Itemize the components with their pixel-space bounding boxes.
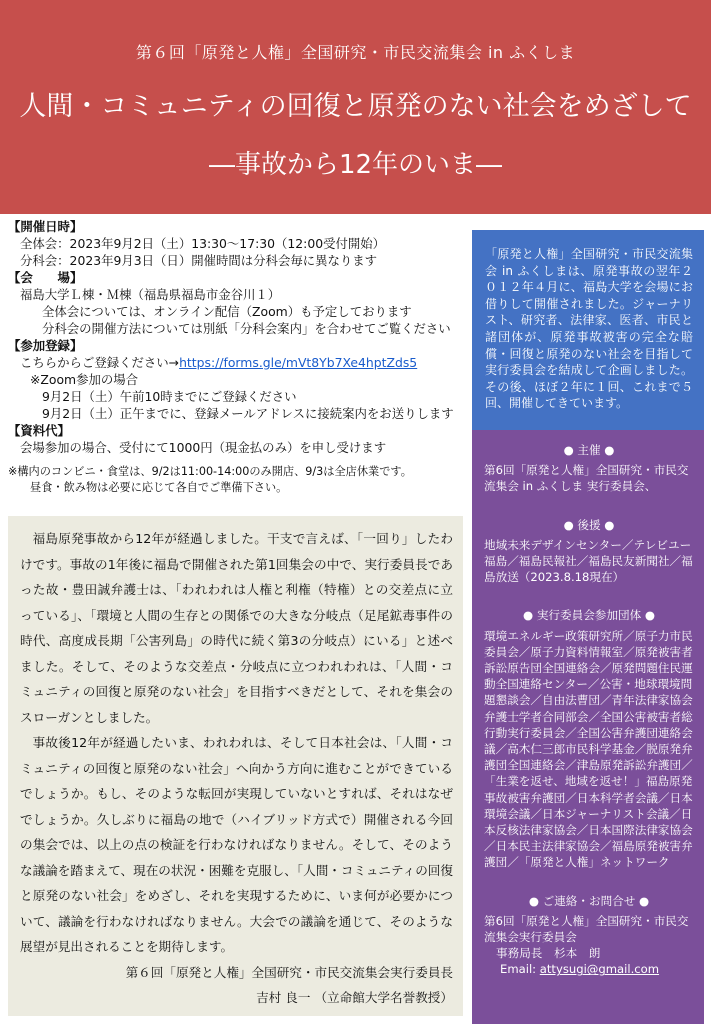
intro-text: 「原発と人権」全国研究・市民交流集会 in ふくしまは、原発事故の翌年２０１２年４月に、福島大学を会場にお借りして開催されました。ジャーナリスト、研究者、法律家、医者、市民と諸団体が、原発事故被害の完全な賠償・回復と原発のない社会を目指して実行委員会を結成して企画しました。その後、ほぼ２年に１回、これまで５回、開催してきています。: [485, 247, 693, 411]
facility-note: ※構内のコンビニ・食堂は、9/2は11:00-14:00のみ開店、9/3は全店休業です。: [8, 465, 412, 478]
registration-line: [8, 354, 463, 371]
header-banner: [0, 0, 711, 214]
members-title: ● 実行委員会参加団体 ●: [523, 608, 655, 623]
fee-heading: 【資料代】: [8, 423, 70, 438]
page-title: 人間・コミュニティの回復と原発のない社会をめざして: [19, 91, 692, 122]
organizer-title: ● 主催 ●: [563, 443, 615, 457]
organizer-text: 第6回「原発と人権」全国研究・市民交流集会 in ふくしま 実行委員会、: [484, 463, 689, 494]
registration-prefix: こちらからご登録ください→: [20, 355, 180, 370]
venue-heading: 【会 場】: [8, 270, 83, 285]
zoom-note-2: 9月2日（土）正午までに、登録メールアドレスに接続案内をお送りします: [42, 406, 454, 421]
registration-link[interactable]: https://forms.gle/mVt8Yb7Xe4hptZds5: [179, 355, 418, 370]
members-text: 環境エネルギー政策研究所／原子力市民委員会／原子力資料情報室／原発被害者訴訟原告団全国連絡会／原発問題住民運動全国連絡センター／公害・地球環境問題懇談会／自由法曹団／青年法律家協会弁護士学者合同部会／全国公害被害者総行動実行委員会／全国公害弁護団連絡会議／高木仁三郎市民科学基金／脱原発弁護団全国連絡会／津島原発訴訟弁護団／「生業を返せ、地域を返せ！」福島原発事故被害弁護団／日本科学者会議／日本環境会議／日本ジャーナリスト会議／日本反核法律家協会／日本国際法律家協会／日本民主法律家協会／福島原発被害弁護団／「原発と人権」ネットワーク: [484, 628, 693, 870]
contact-title: ● ご連絡・お問合せ ●: [528, 893, 650, 908]
chair-message: [8, 516, 463, 1016]
support-text: 地域未来デザインセンター／テレビユー福島／福島民報社／福島民友新聞社／福島放送（2023.8.18現在）: [484, 537, 693, 585]
contact-email-link[interactable]: attysugi@gmail.com: [539, 962, 660, 977]
signature-title: 第６回「原発と人権」全国研究・市民交流集会実行委員長: [125, 964, 453, 980]
event-subtitle: 第６回「原発と人権」全国研究・市民交流集会 in ふくしま: [135, 43, 576, 62]
organizer-section: [484, 442, 694, 495]
venue-note-breakout: 分科会の開催方法については別紙「分科会案内」を合わせてご覧ください: [42, 321, 451, 336]
zoom-heading: ※Zoom参加の場合: [30, 372, 139, 387]
signature-name: 吉村 良一 （立命館大学名誉教授）: [256, 990, 453, 1005]
contact-email-line: [484, 961, 694, 977]
email-label: Email:: [500, 962, 537, 977]
registration-heading: 【参加登録】: [8, 338, 83, 353]
support-title: ● 後援 ●: [563, 517, 615, 532]
message-paragraph-2: 事故後12年が経過したいま、われわれは、そして日本社会は、「人間・コミュニティの回復と原発のない社会」へ向かう方向に進むことができているでしょうか。もし、そのような転回が実現していないとすれば、それはなぜでしょうか。久しぶりに福島の地で（ハイブリッド方式で）開催される今回の集会では、以上の点の検証を行わなければなりません。そして、そのような議論を踏まえて、現在の状況・困難を克服し、「人間・コミュニティの回復と原発のない社会」をめざし、それを実現するために、いま何が必要かについて、議論を行わなければなりません。大会での議論を通じて、そのような展望が見出されることを期待します。: [20, 735, 453, 954]
page-subtitle: ―事故から12年のいま―: [208, 150, 503, 180]
contact-section: [484, 893, 694, 978]
sidebar-panel: [472, 430, 704, 1024]
venue: 福島大学Ｌ棟・Ｍ棟（福島県福島市金谷川１）: [20, 287, 281, 302]
lunch-note: 昼食・飲み物は必要に応じて各自でご準備下さい。: [30, 481, 288, 494]
message-paragraph-1: 福島原発事故から12年が経過しました。干支で言えば、「一回り」したわけです。事故の1年後に福島で開催された第1回集会の中で、実行委員長であった故・豊田誠弁護士は、「われわれは人権と利権（特権）との交差点に立っている」、「環境と人間の生存との関係での大きな分岐点（足尾鉱毒事件の時代、高度成長期「公害列島」の時代に続く第3の分岐点）にいる」と述べました。そして、そのような交差点・分岐点に立つわれわれは、「人間・コミュニティの回復と原発のない社会」を目指すべきだとして、それを集会のスローガンとしました。: [20, 531, 453, 725]
event-info: [8, 218, 463, 496]
intro-box: [472, 230, 704, 430]
breakout-date: 分科会：2023年9月3日（日）開催時間は分科会毎に異なります: [20, 253, 378, 268]
contact-person: 事務局長 杉本 朗: [496, 946, 601, 961]
fee: 会場参加の場合、受付にて1000円（現金払のみ）を申し受けます: [20, 440, 387, 455]
date-heading: 【開催日時】: [8, 219, 83, 234]
venue-note-zoom: 全体会については、オンライン配信（Zoom）も予定しております: [42, 304, 412, 319]
members-section: [484, 607, 694, 870]
support-section: [484, 517, 694, 586]
zoom-note-1: 9月2日（土）午前10時までにご登録ください: [42, 389, 297, 404]
contact-org: 第6回「原発と人権」全国研究・市民交流集会実行委員会: [484, 913, 689, 945]
plenary-date: 全体会：2023年9月2日（土）13:30～17:30（12:00受付開始）: [20, 236, 386, 251]
